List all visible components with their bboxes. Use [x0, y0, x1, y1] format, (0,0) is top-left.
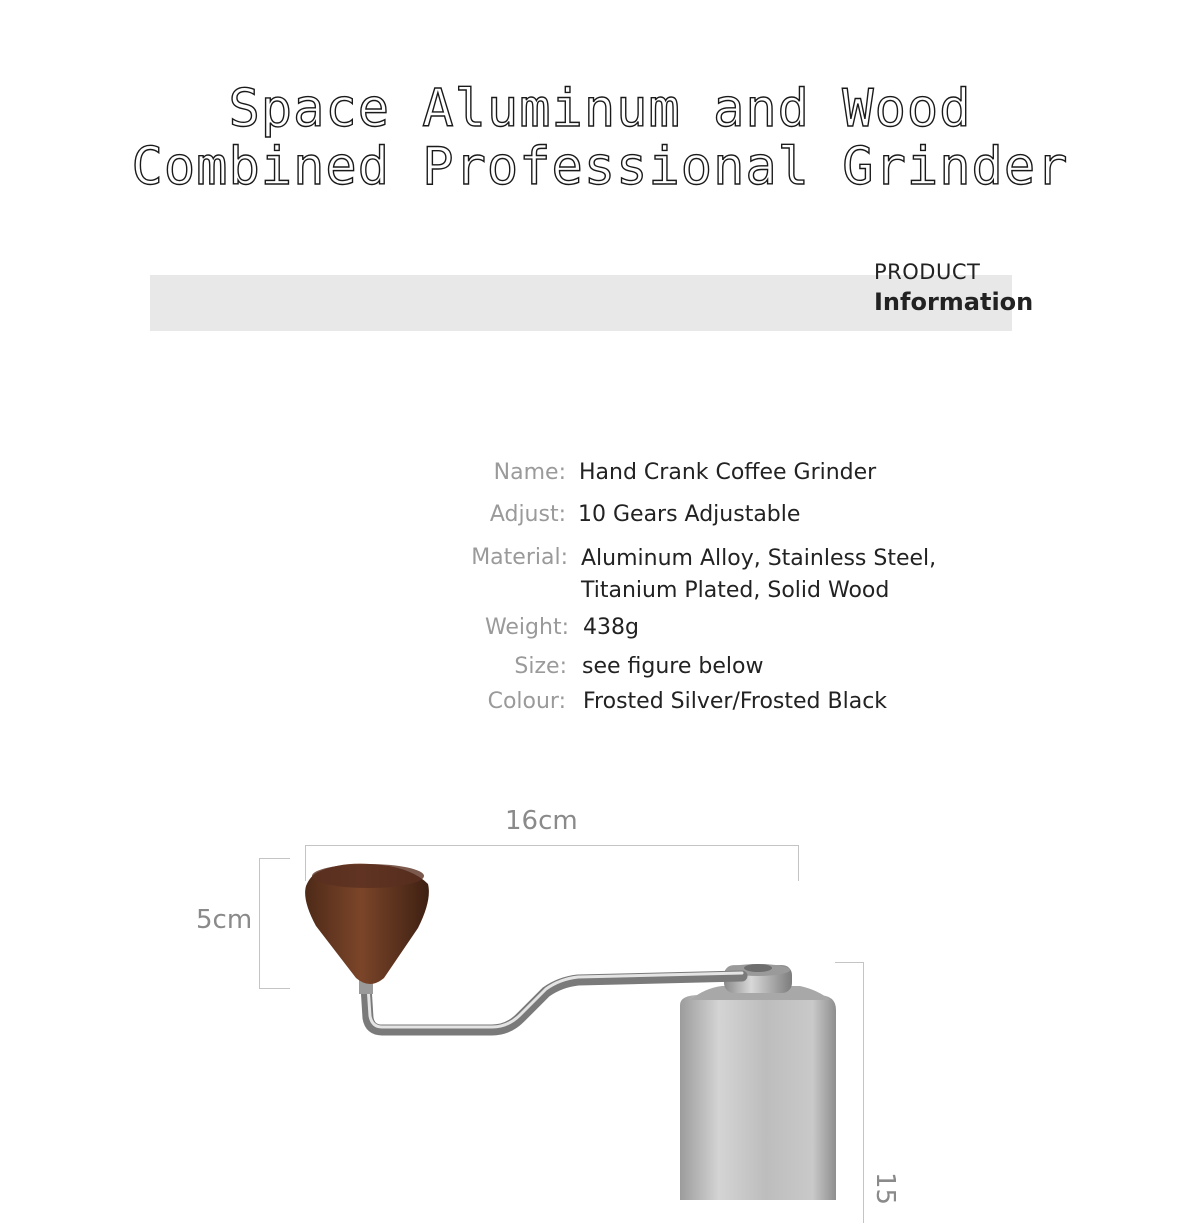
banner-label-information: Information — [874, 288, 1034, 316]
spec-value: 438g — [583, 615, 639, 640]
spec-key: Size: — [514, 654, 567, 679]
spec-value: see figure below — [582, 654, 764, 679]
spec-value: 10 Gears Adjustable — [578, 502, 801, 527]
grinder-body — [680, 995, 836, 1200]
banner-label-product: PRODUCT — [874, 260, 981, 284]
spec-value: Aluminum Alloy, Stainless Steel, — [581, 546, 937, 571]
spec-key: Colour: — [487, 689, 566, 714]
grinder-cap-nut — [744, 964, 772, 972]
spec-key: Weight: — [484, 615, 569, 640]
spec-key: Name: — [493, 460, 566, 485]
title-line-2: Combined Professional Grinder — [131, 137, 1069, 197]
spec-value-continued: Titanium Plated, Solid Wood — [581, 578, 890, 603]
spec-value: Hand Crank Coffee Grinder — [579, 460, 877, 485]
dimension-height-label: 15 — [870, 1172, 900, 1206]
spec-value: Frosted Silver/Frosted Black — [583, 689, 888, 714]
spec-key: Adjust: — [489, 502, 566, 527]
title-line-1: Space Aluminum and Wood — [228, 79, 972, 139]
dimension-knob-label: 5cm — [196, 905, 253, 935]
dimension-width-label: 16cm — [505, 806, 578, 836]
wood-knob-top — [312, 864, 424, 888]
spec-key: Material: — [471, 545, 568, 570]
